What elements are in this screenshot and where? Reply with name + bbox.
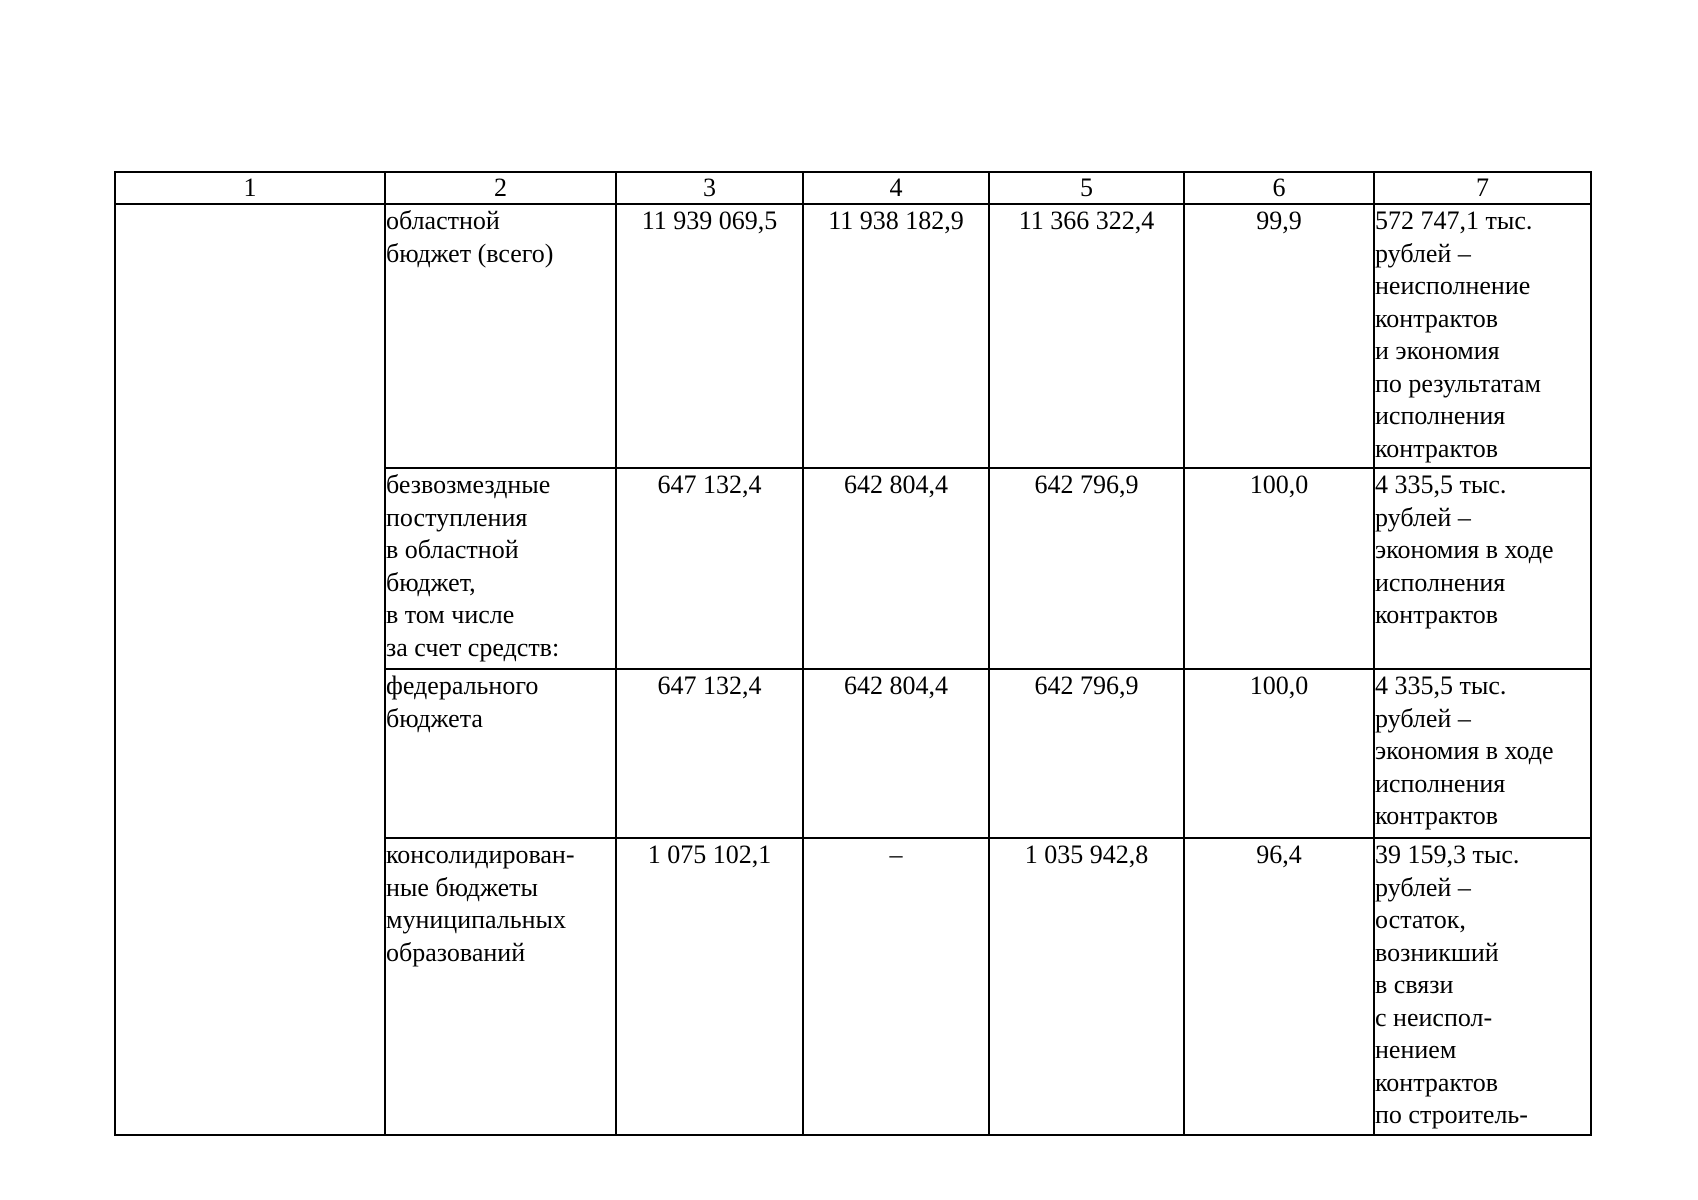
cell-line: по результатам [1375, 368, 1541, 398]
row-label-cell [385, 468, 616, 669]
percent-cell: 100,0 [1184, 468, 1374, 669]
value-cell: 1 075 102,1 [616, 838, 803, 1135]
cell-line: 4 335,5 тыс. [1375, 671, 1507, 700]
cell-line: 4 335,5 тыс. [1375, 470, 1507, 499]
value-cell: 11 366 322,4 [989, 204, 1184, 468]
cell-line: в связи [1375, 970, 1454, 999]
cell-line: рублей – [1375, 238, 1471, 268]
cell-line: исполнения [1375, 768, 1506, 798]
cell-line: экономия в ходе [1375, 535, 1554, 564]
cell-line: 572 747,1 тыс. [1375, 206, 1533, 235]
note-cell [1374, 204, 1591, 468]
budget-table [114, 171, 1592, 1136]
value-cell: 642 804,4 [803, 669, 989, 838]
cell-line: рублей – [1375, 872, 1471, 902]
cell-line: и экономия [1375, 336, 1500, 365]
cell-line: контрактов [1375, 433, 1499, 463]
cell-line: бюджета [386, 703, 483, 733]
cell-line: безвозмездные [386, 470, 551, 499]
cell-line: рублей – [1375, 502, 1471, 532]
cell-line: контрактов [1375, 600, 1499, 629]
cell-line: остаток, [1375, 905, 1466, 934]
cell-line: образований [386, 937, 526, 967]
header-cell: 6 [1184, 172, 1374, 204]
note-cell [1374, 838, 1591, 1135]
header-cell: 5 [989, 172, 1184, 204]
row-group-cell [115, 204, 385, 1135]
cell-line: возникший [1375, 937, 1499, 967]
cell-line: контрактов [1375, 801, 1499, 830]
note-cell [1374, 468, 1591, 669]
percent-cell: 99,9 [1184, 204, 1374, 468]
header-cell: 2 [385, 172, 616, 204]
value-cell: 647 132,4 [616, 468, 803, 669]
cell-line: по строитель- [1375, 1100, 1528, 1129]
header-cell: 4 [803, 172, 989, 204]
percent-cell: 96,4 [1184, 838, 1374, 1135]
row-label-cell [385, 204, 616, 468]
cell-line: контрактов [1375, 303, 1499, 333]
header-cell: 3 [616, 172, 803, 204]
cell-line: экономия в ходе [1375, 736, 1554, 765]
row-label-cell [385, 669, 616, 838]
header-cell: 1 [115, 172, 385, 204]
value-cell: 642 804,4 [803, 468, 989, 669]
cell-line: нением [1375, 1035, 1457, 1064]
value-cell: 642 796,9 [989, 468, 1184, 669]
cell-line: областной [386, 206, 500, 235]
note-cell [1374, 669, 1591, 838]
cell-line: контрактов [1375, 1067, 1499, 1097]
value-cell: 642 796,9 [989, 669, 1184, 838]
value-cell: 11 939 069,5 [616, 204, 803, 468]
value-cell: 1 035 942,8 [989, 838, 1184, 1135]
cell-line: федерального [386, 671, 539, 700]
cell-line: исполнения [1375, 567, 1506, 597]
cell-line: в том числе [386, 600, 515, 629]
cell-line: муниципальных [386, 905, 567, 934]
table-header-row [115, 172, 1591, 204]
cell-line: в областной [386, 535, 519, 564]
cell-line: бюджет (всего) [386, 238, 554, 268]
value-cell: – [803, 838, 989, 1135]
cell-line: за счет средств: [386, 632, 560, 662]
cell-line: поступления [386, 502, 528, 532]
header-cell: 7 [1374, 172, 1591, 204]
cell-line: с неиспол- [1375, 1002, 1493, 1032]
table-row [115, 204, 1591, 468]
cell-line: 39 159,3 тыс. [1375, 840, 1520, 869]
cell-line: рублей – [1375, 703, 1471, 733]
cell-line: бюджет, [386, 567, 476, 597]
value-cell: 647 132,4 [616, 669, 803, 838]
cell-line: ные бюджеты [386, 872, 538, 902]
cell-line: неисполнение [1375, 271, 1531, 300]
row-label-cell [385, 838, 616, 1135]
cell-line: исполнения [1375, 401, 1506, 430]
percent-cell: 100,0 [1184, 669, 1374, 838]
value-cell: 11 938 182,9 [803, 204, 989, 468]
cell-line: консолидирован- [386, 840, 575, 869]
